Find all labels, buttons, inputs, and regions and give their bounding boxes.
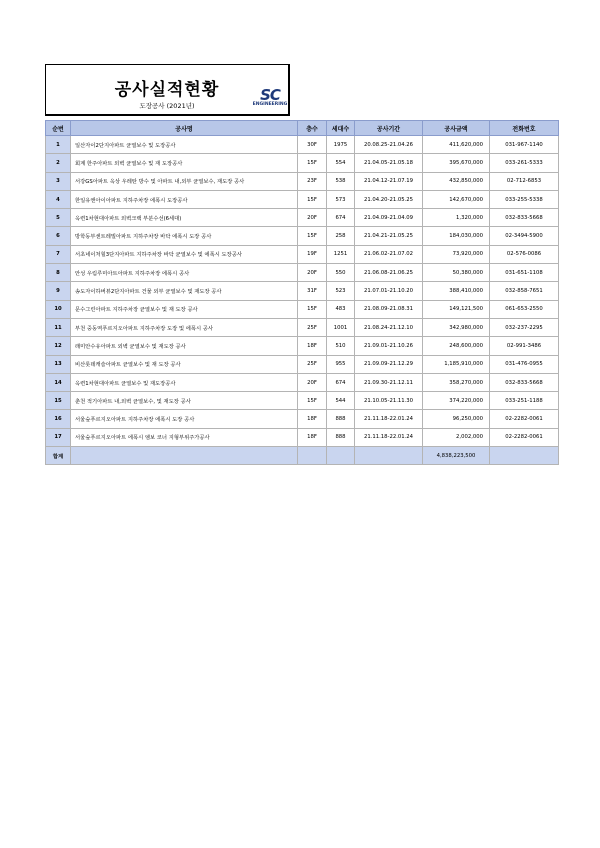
floors-cell: 20F [298,373,327,391]
period-cell: 21.11.18-22.01.24 [355,428,423,446]
period-cell: 21.04.12-21.07.19 [355,172,423,190]
row-number: 12 [46,337,71,355]
table-row [46,337,559,355]
table-row [46,410,559,428]
project-name: 춘천 적기아파트 내,외벽 균열보수, 및 재도장 공사 [71,392,298,410]
project-table [45,120,559,465]
phone-cell: 032-858-7651 [490,282,559,300]
floors-cell: 30F [298,136,327,154]
logo-mark: SC [260,86,280,104]
period-cell: 21.06.02-21.07.02 [355,245,423,263]
amount-cell: 395,670,000 [423,154,490,172]
amount-cell: 149,121,500 [423,300,490,318]
table-row [46,245,559,263]
units-cell: 573 [327,190,355,208]
project-name: 안성 우림루미아트아파트 지하주차장 에폭시 공사 [71,264,298,282]
floors-cell: 15F [298,190,327,208]
row-number: 16 [46,410,71,428]
table-row [46,355,559,373]
phone-cell: 031-651-1108 [490,264,559,282]
page-title: 공사실적현황 [114,80,220,100]
amount-cell: 358,270,000 [423,373,490,391]
total-empty-cell [71,447,298,465]
phone-cell: 033-251-1188 [490,392,559,410]
phone-cell: 031-967-1140 [490,136,559,154]
period-cell: 21.09.01-21.10.26 [355,337,423,355]
period-cell: 21.04.05-21.05.18 [355,154,423,172]
units-cell: 523 [327,282,355,300]
units-cell: 1975 [327,136,355,154]
phone-cell: 02-712-6853 [490,172,559,190]
table-row [46,227,559,245]
total-row [46,447,559,465]
period-cell: 21.08.09-21.08.31 [355,300,423,318]
period-cell: 21.11.18-22.01.24 [355,410,423,428]
project-name: 래미안수유아파트 외벽 균열보수 및 재도장 공사 [71,337,298,355]
col-no-header: 순번 [46,121,71,136]
amount-cell: 96,250,000 [423,410,490,428]
row-number: 2 [46,154,71,172]
units-cell: 544 [327,392,355,410]
floors-cell: 23F [298,172,327,190]
project-name: 부천 중동역푸르지오아파트 지하주차장 도장 및 에폭시 공사 [71,318,298,336]
amount-cell: 374,220,000 [423,392,490,410]
floors-cell: 25F [298,355,327,373]
row-number: 15 [46,392,71,410]
table-header-row [46,121,559,136]
col-amount-header: 공사금액 [423,121,490,136]
period-cell: 20.08.25-21.04.26 [355,136,423,154]
table-row [46,154,559,172]
row-number: 3 [46,172,71,190]
phone-cell: 02-576-0086 [490,245,559,263]
project-name: 비산롯데캐슬아파트 균열보수 및 재 도장 공사 [71,355,298,373]
units-cell: 955 [327,355,355,373]
floors-cell: 18F [298,410,327,428]
units-cell: 1001 [327,318,355,336]
phone-cell: 032-833-5668 [490,209,559,227]
table-row [46,373,559,391]
amount-cell: 388,410,000 [423,282,490,300]
project-name: 옥련1차현대아파트 외벽크랙 부분수선(6세대) [71,209,298,227]
floors-cell: 15F [298,392,327,410]
period-cell: 21.09.30-21.12.11 [355,373,423,391]
row-number: 17 [46,428,71,446]
table-row [46,392,559,410]
row-number: 14 [46,373,71,391]
row-number: 7 [46,245,71,263]
table-row [46,136,559,154]
project-name: 서울숲푸르지오아파트 에폭시 엠보 코너 지형부위주가공사 [71,428,298,446]
phone-cell: 031-476-0955 [490,355,559,373]
total-empty-cell [327,447,355,465]
units-cell: 1251 [327,245,355,263]
units-cell: 888 [327,428,355,446]
total-label: 합계 [46,447,71,465]
period-cell: 21.04.20-21.05.25 [355,190,423,208]
floors-cell: 15F [298,154,327,172]
units-cell: 550 [327,264,355,282]
row-number: 4 [46,190,71,208]
row-number: 9 [46,282,71,300]
table-row [46,209,559,227]
phone-cell: 061-653-2550 [490,300,559,318]
period-cell: 21.07.01-21.10.20 [355,282,423,300]
units-cell: 554 [327,154,355,172]
floors-cell: 20F [298,264,327,282]
company-logo [252,88,288,110]
project-name: 서강GS아파트 옥상 우레탄 방수 및 아파트 내,외부 균열보수, 재도장 공사 [71,172,298,190]
col-name-header: 공사명 [71,121,298,136]
units-cell: 674 [327,209,355,227]
col-phone-header: 전화번호 [490,121,559,136]
row-number: 10 [46,300,71,318]
phone-cell: 02-2282-0061 [490,410,559,428]
table-row [46,190,559,208]
table-body [46,136,559,465]
col-period-header: 공사기간 [355,121,423,136]
amount-cell: 1,320,000 [423,209,490,227]
floors-cell: 15F [298,300,327,318]
units-cell: 674 [327,373,355,391]
amount-cell: 73,920,000 [423,245,490,263]
col-units-header: 세대수 [327,121,355,136]
row-number: 6 [46,227,71,245]
units-cell: 483 [327,300,355,318]
table-row [46,318,559,336]
period-cell: 21.04.09-21.04.09 [355,209,423,227]
period-cell: 21.06.08-21.06.25 [355,264,423,282]
table-row [46,264,559,282]
logo-subtext: ENGINEERING [252,102,288,107]
phone-cell: 032-833-5668 [490,373,559,391]
page-subtitle: 도장공사 (2021년) [139,102,195,110]
total-empty-cell [298,447,327,465]
project-name: 송도자이하버뷰2단지아파트 건물 외부 균열보수 및 재도장 공사 [71,282,298,300]
period-cell: 21.09.09-21.12.29 [355,355,423,373]
table-row [46,282,559,300]
amount-cell: 142,670,000 [423,190,490,208]
units-cell: 888 [327,410,355,428]
amount-cell: 342,980,000 [423,318,490,336]
project-name: 회계 한주아파트 외벽 균열보수 및 재 도장공사 [71,154,298,172]
floors-cell: 15F [298,227,327,245]
amount-cell: 248,600,000 [423,337,490,355]
total-empty-cell [490,447,559,465]
project-name: 한일유앤아이아파트 지하주차장 에폭시 도장공사 [71,190,298,208]
phone-cell: 02-3494-5900 [490,227,559,245]
phone-cell: 02-2282-0061 [490,428,559,446]
project-name: 일산자이2단지아파트 균열보수 및 도장공사 [71,136,298,154]
project-name: 옥련1차현대아파트 균열보수 및 재도장공사 [71,373,298,391]
total-amount: 4,838,223,500 [423,447,490,465]
phone-cell: 032-237-2295 [490,318,559,336]
row-number: 5 [46,209,71,227]
floors-cell: 25F [298,318,327,336]
amount-cell: 411,620,000 [423,136,490,154]
row-number: 11 [46,318,71,336]
amount-cell: 50,380,000 [423,264,490,282]
col-floors-header: 층수 [298,121,327,136]
phone-cell: 033-255-5338 [490,190,559,208]
phone-cell: 033-261-5333 [490,154,559,172]
period-cell: 21.08.24-21.12.10 [355,318,423,336]
floors-cell: 20F [298,209,327,227]
phone-cell: 02-991-3486 [490,337,559,355]
total-empty-cell [355,447,423,465]
row-number: 1 [46,136,71,154]
floors-cell: 18F [298,337,327,355]
amount-cell: 2,002,000 [423,428,490,446]
project-name: 서울숲푸르지오아파트 지하주차장 에폭시 도장 공사 [71,410,298,428]
row-number: 8 [46,264,71,282]
units-cell: 510 [327,337,355,355]
amount-cell: 432,850,000 [423,172,490,190]
floors-cell: 18F [298,428,327,446]
period-cell: 21.10.05-21.11.30 [355,392,423,410]
period-cell: 21.04.21-21.05.25 [355,227,423,245]
floors-cell: 31F [298,282,327,300]
floors-cell: 19F [298,245,327,263]
project-name: 문수그린아파트 지하주차장 균열보수 및 재 도장 공사 [71,300,298,318]
table-row [46,428,559,446]
row-number: 13 [46,355,71,373]
amount-cell: 184,030,000 [423,227,490,245]
units-cell: 538 [327,172,355,190]
table-row [46,172,559,190]
table-row [46,300,559,318]
project-name: 방학동부센트레빌아파트 지하주차장 바닥 에폭시 도장 공사 [71,227,298,245]
units-cell: 258 [327,227,355,245]
amount-cell: 1,185,910,000 [423,355,490,373]
project-name: 서초네이처힐3단지아파트 지하주차장 바닥 균열보수 및 에폭시 도장공사 [71,245,298,263]
